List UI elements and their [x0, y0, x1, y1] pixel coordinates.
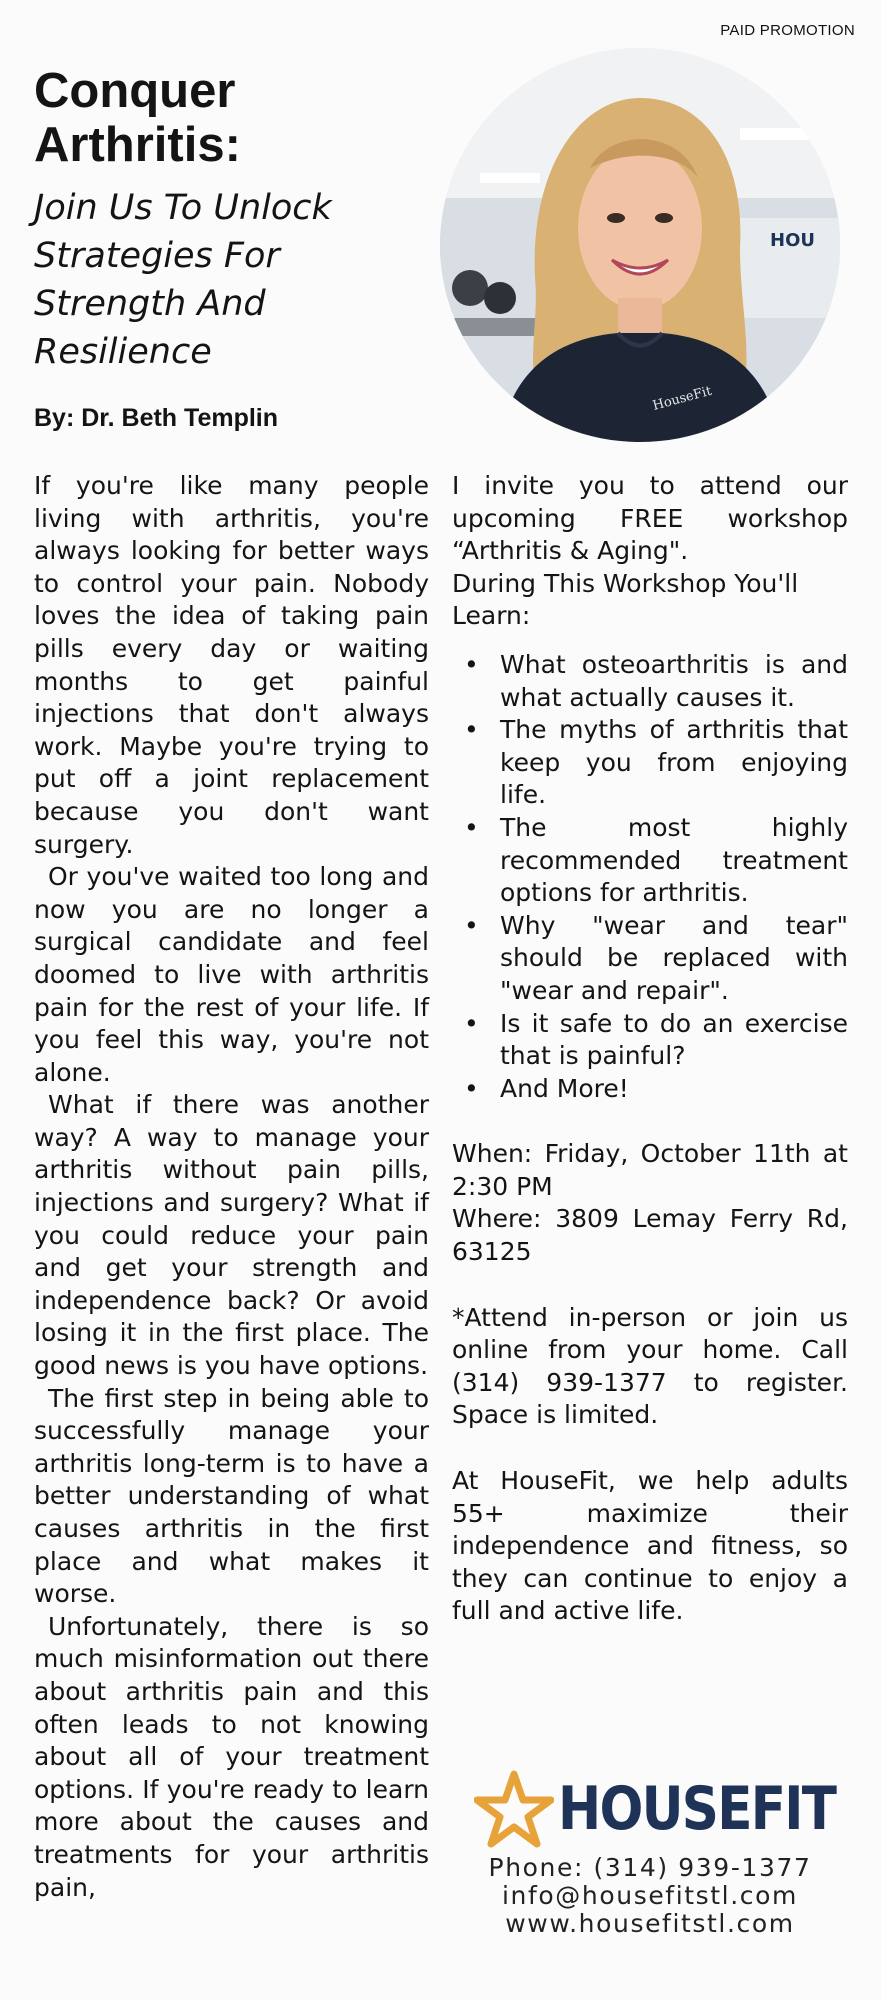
author-photo — [440, 48, 840, 442]
body-paragraph: Unfortunately, there is so much misinformation out there about arthritis pain and this often leads to not knowing about all of your treatment options. If you're ready to learn more about the causes and treatments for your arthritis pain, — [34, 1611, 429, 1902]
learn-heading: During This Workshop You'll Learn: — [452, 568, 799, 631]
learn-list — [452, 649, 848, 1105]
list-item: • What osteoarthritis is and what actually causes it. — [500, 649, 848, 714]
shirt-logo-text: HouseFit — [651, 383, 714, 414]
attend-note: *Attend in-person or join us online from your home. Call (314) 939-1377 to register. Space is limited. — [452, 1302, 848, 1430]
body-paragraph: Or you've waited too long and now you are no longer a surgical candidate and feel doomed to live with arthritis pain for the rest of your life. If you feel this way, you're not alone. — [34, 862, 429, 1087]
star-logo-icon — [474, 1770, 554, 1850]
list-item: • Why "wear and tear" should be replaced with "wear and repair". — [500, 910, 848, 1008]
list-item: • Is it safe to do an exercise that is painful? — [500, 1008, 848, 1073]
logo-wordmark: HOUSEFIT — [558, 1774, 836, 1844]
event-where: Where: 3809 Lemay Ferry Rd, 63125 — [452, 1204, 848, 1267]
subheadline: Join Us To Unlock Strategies For Strength And Resilience — [34, 188, 332, 372]
housefit-logo — [474, 1762, 834, 1858]
wall-sign-text: HOU — [770, 230, 815, 251]
headline: Conquer Arthritis: — [34, 64, 241, 172]
intro-paragraph: If you're like many people living with arthritis, you're always looking for better ways to control your pain. Nobody loves the idea of taking pain pills every day or waiting months to get painful injections that don't always work. Maybe you're trying to put off a joint replacement because you don't want surgery. — [34, 471, 429, 859]
body-paragraph: What if there was another way? A way to manage your arthritis without pain pills, injections and surgery? What if you could reduce your pain and get your strength and independence back? Or avoid losing it in the first place. The good news is you have options. — [34, 1090, 429, 1381]
contact-info — [452, 1854, 848, 1938]
body-paragraph: The first step in being able to successfully manage your arthritis long-term is to have a better understanding of what causes arthritis in the first place and what makes it worse. — [34, 1383, 429, 1609]
right-column — [452, 470, 848, 1628]
event-when: When: Friday, October 11th at 2:30 PM — [452, 1139, 848, 1201]
author-byline: By: Dr. Beth Templin — [34, 404, 279, 432]
list-item: • The myths of arthritis that keep you from enjoying life. — [500, 714, 848, 812]
list-item: • And More! — [500, 1073, 848, 1106]
paid-promotion-label: PAID PROMOTION — [720, 22, 855, 39]
contact-phone[interactable]: Phone: (314) 939-1377 — [488, 1853, 812, 1882]
about-housefit: At HouseFit, we help adults 55+ maximize their independence and fitness, so they can continue to enjoy a full and active life. — [452, 1466, 848, 1626]
contact-website[interactable]: www.housefitstl.com — [505, 1909, 795, 1938]
list-item: • The most highly recommended treatment options for arthritis. — [500, 812, 848, 910]
left-column — [34, 470, 429, 1904]
workshop-invite: I invite you to attend our upcoming FREE workshop “Arthritis & Aging". — [452, 471, 848, 566]
contact-email[interactable]: info@housefitstl.com — [502, 1881, 798, 1910]
